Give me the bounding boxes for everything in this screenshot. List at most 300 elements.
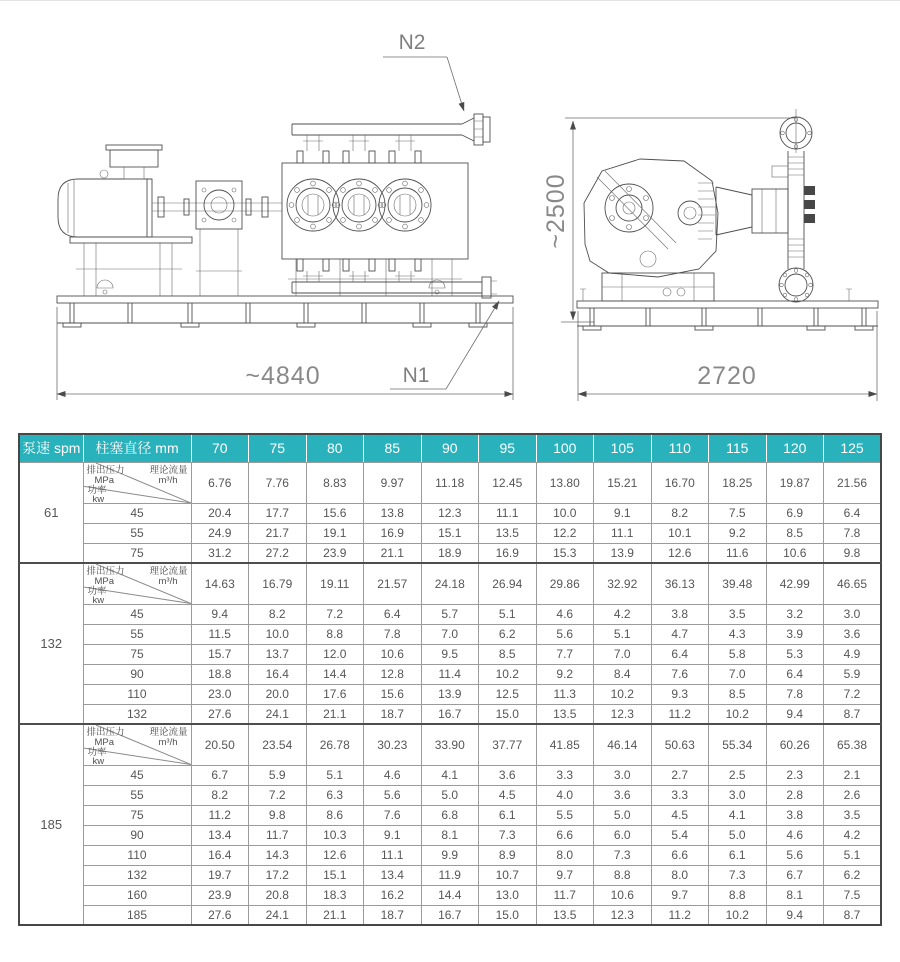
corner-legend-cell — [83, 563, 191, 604]
power-row — [19, 765, 881, 785]
flow-value: 33.90 — [421, 724, 479, 765]
power-label: 功率 — [87, 747, 107, 758]
power-value: 9.2 — [709, 523, 767, 543]
power-value: 18.7 — [364, 704, 422, 724]
power-value: 15.7 — [191, 644, 249, 664]
power-value: 10.7 — [479, 865, 537, 885]
power-value: 8.2 — [191, 785, 249, 805]
power-value: 20.4 — [191, 503, 249, 523]
dimension-length-label: ~4840 — [245, 362, 321, 390]
pressure-label: 排出压力 — [86, 727, 125, 738]
power-value: 11.7 — [536, 885, 594, 905]
power-value: 11.1 — [364, 845, 422, 865]
power-value: 9.7 — [536, 865, 594, 885]
power-value: 31.2 — [191, 543, 249, 563]
power-value: 16.4 — [249, 664, 307, 684]
flow-value: 24.18 — [421, 563, 479, 604]
n2-label: N2 — [398, 31, 426, 54]
pressure-unit: MPa — [94, 576, 115, 587]
electric-motor — [58, 145, 192, 296]
power-value: 11.7 — [249, 825, 307, 845]
flow-value: 26.94 — [479, 563, 537, 604]
length-dimension — [57, 307, 513, 400]
power-value: 15.6 — [306, 503, 364, 523]
flow-value: 13.80 — [536, 462, 594, 503]
power-value: 6.1 — [709, 845, 767, 865]
power-value: 8.8 — [594, 865, 652, 885]
power-value: 7.2 — [249, 785, 307, 805]
power-value: 12.5 — [479, 684, 537, 704]
power-value: 5.6 — [536, 624, 594, 644]
fluid-end-piping — [716, 109, 815, 302]
power-value: 12.6 — [651, 543, 709, 563]
power-value: 3.2 — [766, 604, 824, 624]
flow-value: 18.25 — [709, 462, 767, 503]
power-value: 9.8 — [249, 805, 307, 825]
pump-speed-value: 132 — [19, 563, 83, 724]
power-row — [19, 644, 881, 664]
height-dimension — [542, 118, 795, 322]
power-value: 7.0 — [421, 624, 479, 644]
power-unit: kw — [92, 595, 105, 604]
power-value: 7.8 — [824, 523, 882, 543]
power-value: 2.5 — [709, 765, 767, 785]
power-value: 11.6 — [709, 543, 767, 563]
flow-value: 15.21 — [594, 462, 652, 503]
power-value: 8.5 — [479, 644, 537, 664]
power-value: 4.5 — [651, 805, 709, 825]
power-value: 8.4 — [594, 664, 652, 684]
power-unit: kw — [92, 756, 105, 765]
power-value: 10.2 — [479, 664, 537, 684]
power-value: 18.9 — [421, 543, 479, 563]
power-value: 6.3 — [306, 785, 364, 805]
flow-value: 42.99 — [766, 563, 824, 604]
power-value: 13.0 — [479, 885, 537, 905]
power-value: 16.9 — [364, 523, 422, 543]
pump-technical-drawing — [0, 1, 900, 431]
power-value: 17.6 — [306, 684, 364, 704]
flow-value: 39.48 — [709, 563, 767, 604]
power-value: 15.3 — [536, 543, 594, 563]
power-value: 2.6 — [824, 785, 882, 805]
power-value: 4.1 — [709, 805, 767, 825]
flow-unit: m³/h — [158, 474, 178, 486]
power-value: 4.9 — [824, 644, 882, 664]
power-value: 11.2 — [651, 704, 709, 724]
power-value: 13.9 — [594, 543, 652, 563]
diameter-column-header: 75 — [249, 434, 307, 462]
power-value: 7.6 — [651, 664, 709, 684]
pressure-value: 55 — [83, 785, 191, 805]
power-value: 15.1 — [306, 865, 364, 885]
power-value: 2.3 — [766, 765, 824, 785]
power-value: 8.8 — [709, 885, 767, 905]
pressure-value: 55 — [83, 523, 191, 543]
power-value: 7.0 — [709, 664, 767, 684]
power-value: 21.1 — [306, 704, 364, 724]
power-value: 7.3 — [594, 845, 652, 865]
power-value: 6.7 — [191, 765, 249, 785]
flow-value: 55.34 — [709, 724, 767, 765]
pressure-value: 45 — [83, 503, 191, 523]
power-value: 4.5 — [479, 785, 537, 805]
power-value: 9.4 — [191, 604, 249, 624]
power-row — [19, 543, 881, 563]
power-value: 7.2 — [306, 604, 364, 624]
power-value: 3.5 — [824, 805, 882, 825]
power-row — [19, 805, 881, 825]
power-value: 9.5 — [421, 644, 479, 664]
power-value: 18.3 — [306, 885, 364, 905]
flow-value: 12.45 — [479, 462, 537, 503]
pressure-value: 75 — [83, 644, 191, 664]
power-value: 24.9 — [191, 523, 249, 543]
power-value: 13.5 — [536, 905, 594, 925]
power-value: 7.3 — [709, 865, 767, 885]
diameter-column-header: 120 — [766, 434, 824, 462]
n1-label: N1 — [402, 364, 430, 387]
power-value: 13.5 — [479, 523, 537, 543]
flow-value: 26.78 — [306, 724, 364, 765]
power-value: 4.2 — [824, 825, 882, 845]
power-value: 8.0 — [651, 865, 709, 885]
flow-value: 29.86 — [536, 563, 594, 604]
dimension-width-label: 2720 — [697, 362, 757, 390]
diameter-column-header: 85 — [364, 434, 422, 462]
power-value: 11.5 — [191, 624, 249, 644]
power-value: 8.2 — [249, 604, 307, 624]
flow-value: 65.38 — [824, 724, 882, 765]
power-value: 12.8 — [364, 664, 422, 684]
power-value: 13.7 — [249, 644, 307, 664]
power-value: 5.0 — [594, 805, 652, 825]
flow-value: 19.11 — [306, 563, 364, 604]
diameter-column-header: 115 — [709, 434, 767, 462]
diameter-column-header: 110 — [651, 434, 709, 462]
power-value: 6.4 — [651, 644, 709, 664]
power-value: 8.2 — [651, 503, 709, 523]
power-value: 10.6 — [594, 885, 652, 905]
pressure-value: 55 — [83, 624, 191, 644]
power-value: 14.4 — [421, 885, 479, 905]
power-value: 19.7 — [191, 865, 249, 885]
power-value: 3.3 — [536, 765, 594, 785]
pressure-value: 75 — [83, 805, 191, 825]
pressure-value: 45 — [83, 765, 191, 785]
power-value: 5.0 — [421, 785, 479, 805]
power-value: 8.5 — [766, 523, 824, 543]
power-value: 12.3 — [594, 704, 652, 724]
flow-label: 理论流量 — [149, 464, 188, 476]
power-value: 9.2 — [536, 664, 594, 684]
diameter-column-header: 105 — [594, 434, 652, 462]
base-frame-side — [57, 280, 513, 327]
power-value: 20.8 — [249, 885, 307, 905]
power-value: 7.5 — [709, 503, 767, 523]
flow-value: 19.87 — [766, 462, 824, 503]
power-value: 9.9 — [421, 845, 479, 865]
dimension-height-label: ~2500 — [542, 173, 570, 249]
table-header-row — [19, 434, 881, 462]
power-value: 7.8 — [364, 624, 422, 644]
power-value: 6.9 — [766, 503, 824, 523]
power-value: 16.9 — [479, 543, 537, 563]
power-label: 功率 — [87, 484, 107, 496]
power-row — [19, 825, 881, 845]
pump-speed-value: 61 — [19, 462, 83, 563]
diameter-column-header: 125 — [824, 434, 882, 462]
power-value: 10.0 — [536, 503, 594, 523]
power-value: 21.1 — [364, 543, 422, 563]
flow-value: 6.76 — [191, 462, 249, 503]
power-value: 11.1 — [594, 523, 652, 543]
power-value: 11.1 — [479, 503, 537, 523]
diameter-column-header: 70 — [191, 434, 249, 462]
flow-value: 46.65 — [824, 563, 882, 604]
power-value: 18.7 — [364, 905, 422, 925]
power-value: 6.4 — [364, 604, 422, 624]
power-value: 8.1 — [421, 825, 479, 845]
power-value: 5.1 — [594, 624, 652, 644]
power-value: 15.6 — [364, 684, 422, 704]
flow-value: 7.76 — [249, 462, 307, 503]
power-value: 4.3 — [709, 624, 767, 644]
power-value: 3.3 — [651, 785, 709, 805]
flow-value: 21.56 — [824, 462, 882, 503]
power-value: 10.1 — [651, 523, 709, 543]
power-value: 13.4 — [364, 865, 422, 885]
power-value: 8.0 — [536, 845, 594, 865]
power-value: 3.0 — [594, 765, 652, 785]
diameter-column-header: 95 — [479, 434, 537, 462]
power-value: 7.7 — [536, 644, 594, 664]
power-value: 2.8 — [766, 785, 824, 805]
power-value: 9.1 — [594, 503, 652, 523]
power-value: 9.4 — [766, 905, 824, 925]
flow-value: 21.57 — [364, 563, 422, 604]
power-value: 5.1 — [824, 845, 882, 865]
power-value: 15.1 — [421, 523, 479, 543]
power-end-housing — [584, 159, 718, 301]
power-row — [19, 905, 881, 925]
flow-value: 60.26 — [766, 724, 824, 765]
power-row — [19, 885, 881, 905]
power-value: 12.2 — [536, 523, 594, 543]
power-value: 7.2 — [824, 684, 882, 704]
power-value: 11.4 — [421, 664, 479, 684]
pressure-value: 132 — [83, 704, 191, 724]
power-value: 6.6 — [651, 845, 709, 865]
power-value: 6.4 — [824, 503, 882, 523]
power-row — [19, 624, 881, 644]
flow-value: 50.63 — [651, 724, 709, 765]
power-value: 16.2 — [364, 885, 422, 905]
flow-unit: m³/h — [158, 576, 178, 587]
pressure-label: 排出压力 — [86, 566, 125, 577]
coupling-pedestal — [152, 181, 282, 296]
power-value: 20.0 — [249, 684, 307, 704]
power-value: 3.0 — [709, 785, 767, 805]
pressure-value: 110 — [83, 684, 191, 704]
diameter-column-header: 100 — [536, 434, 594, 462]
power-value: 12.6 — [306, 845, 364, 865]
power-value: 16.4 — [191, 845, 249, 865]
power-value: 23.9 — [306, 543, 364, 563]
power-value: 5.8 — [709, 644, 767, 664]
power-value: 4.1 — [421, 765, 479, 785]
power-value: 7.3 — [479, 825, 537, 845]
power-value: 10.2 — [594, 684, 652, 704]
pressure-value: 90 — [83, 825, 191, 845]
power-row — [19, 845, 881, 865]
power-value: 6.1 — [479, 805, 537, 825]
power-value: 15.0 — [479, 905, 537, 925]
power-value: 3.0 — [824, 604, 882, 624]
pump-fluid-end — [282, 151, 468, 296]
power-value: 6.8 — [421, 805, 479, 825]
flow-value: 37.77 — [479, 724, 537, 765]
speed-header: 泵速 spm — [19, 434, 83, 462]
power-value: 4.2 — [594, 604, 652, 624]
power-value: 7.5 — [824, 885, 882, 905]
power-value: 13.9 — [421, 684, 479, 704]
nozzle-n1-callout — [390, 301, 499, 389]
power-value: 2.7 — [651, 765, 709, 785]
power-value: 4.7 — [651, 624, 709, 644]
pressure-value: 75 — [83, 543, 191, 563]
side-view-drawing — [57, 31, 513, 400]
power-value: 8.5 — [709, 684, 767, 704]
flow-label: 理论流量 — [149, 566, 188, 577]
power-value: 6.7 — [766, 865, 824, 885]
flow-unit: m³/h — [158, 737, 178, 748]
flow-value: 16.70 — [651, 462, 709, 503]
power-value: 3.8 — [651, 604, 709, 624]
flow-value: 11.18 — [421, 462, 479, 503]
power-value: 5.6 — [766, 845, 824, 865]
flow-value: 9.97 — [364, 462, 422, 503]
power-value: 12.0 — [306, 644, 364, 664]
pressure-value: 160 — [83, 885, 191, 905]
power-value: 13.4 — [191, 825, 249, 845]
power-value: 14.3 — [249, 845, 307, 865]
power-value: 15.0 — [479, 704, 537, 724]
power-value: 4.6 — [536, 604, 594, 624]
power-value: 5.6 — [364, 785, 422, 805]
power-value: 17.2 — [249, 865, 307, 885]
power-value: 6.4 — [766, 664, 824, 684]
power-value: 5.3 — [766, 644, 824, 664]
power-value: 13.5 — [536, 704, 594, 724]
power-value: 9.8 — [824, 543, 882, 563]
power-value: 2.1 — [824, 765, 882, 785]
power-row — [19, 503, 881, 523]
power-value: 8.9 — [479, 845, 537, 865]
power-value: 9.7 — [651, 885, 709, 905]
power-row — [19, 865, 881, 885]
power-value: 12.3 — [421, 503, 479, 523]
power-value: 9.1 — [364, 825, 422, 845]
power-value: 5.9 — [824, 664, 882, 684]
pressure-unit: MPa — [94, 737, 115, 748]
power-value: 5.1 — [479, 604, 537, 624]
power-value: 18.8 — [191, 664, 249, 684]
power-value: 10.6 — [766, 543, 824, 563]
width-dimension — [578, 311, 877, 401]
pressure-value: 110 — [83, 845, 191, 865]
power-value: 12.3 — [594, 905, 652, 925]
flow-value: 8.83 — [306, 462, 364, 503]
flow-value: 16.79 — [249, 563, 307, 604]
power-value: 3.8 — [766, 805, 824, 825]
power-value: 8.7 — [824, 704, 882, 724]
power-value: 3.6 — [594, 785, 652, 805]
flow-row — [19, 462, 881, 503]
power-value: 13.8 — [364, 503, 422, 523]
diameter-header: 柱塞直径 mm — [83, 434, 191, 462]
flow-value: 46.14 — [594, 724, 652, 765]
power-value: 24.1 — [249, 905, 307, 925]
flow-value: 30.23 — [364, 724, 422, 765]
power-value: 14.4 — [306, 664, 364, 684]
power-value: 3.5 — [709, 604, 767, 624]
power-value: 27.2 — [249, 543, 307, 563]
power-value: 27.6 — [191, 905, 249, 925]
flow-value: 20.50 — [191, 724, 249, 765]
power-value: 4.0 — [536, 785, 594, 805]
power-row — [19, 684, 881, 704]
power-value: 3.9 — [766, 624, 824, 644]
power-value: 3.6 — [479, 765, 537, 785]
pressure-value: 185 — [83, 905, 191, 925]
flow-value: 36.13 — [651, 563, 709, 604]
pump-spec-table — [18, 433, 882, 926]
flow-value: 32.92 — [594, 563, 652, 604]
power-value: 6.6 — [536, 825, 594, 845]
power-value: 21.1 — [306, 905, 364, 925]
power-value: 9.4 — [766, 704, 824, 724]
flow-value: 14.63 — [191, 563, 249, 604]
flow-label: 理论流量 — [149, 727, 188, 738]
power-value: 4.6 — [766, 825, 824, 845]
spec-table-container — [18, 433, 882, 926]
power-value: 11.9 — [421, 865, 479, 885]
power-unit: kw — [92, 493, 105, 503]
pressure-unit: MPa — [94, 474, 115, 486]
power-value: 8.1 — [766, 885, 824, 905]
suction-manifold — [292, 271, 497, 298]
flow-row — [19, 563, 881, 604]
power-row — [19, 704, 881, 724]
power-value: 5.4 — [651, 825, 709, 845]
power-value: 10.0 — [249, 624, 307, 644]
power-value: 4.6 — [364, 765, 422, 785]
power-value: 6.2 — [824, 865, 882, 885]
nozzle-n2-callout — [383, 31, 464, 111]
power-label: 功率 — [87, 586, 107, 597]
power-value: 8.6 — [306, 805, 364, 825]
power-row — [19, 785, 881, 805]
power-value: 7.8 — [766, 684, 824, 704]
power-value: 23.0 — [191, 684, 249, 704]
power-value: 10.6 — [364, 644, 422, 664]
power-value: 8.7 — [824, 905, 882, 925]
power-value: 5.9 — [249, 765, 307, 785]
power-value: 17.7 — [249, 503, 307, 523]
power-value: 21.7 — [249, 523, 307, 543]
power-value: 8.8 — [306, 624, 364, 644]
